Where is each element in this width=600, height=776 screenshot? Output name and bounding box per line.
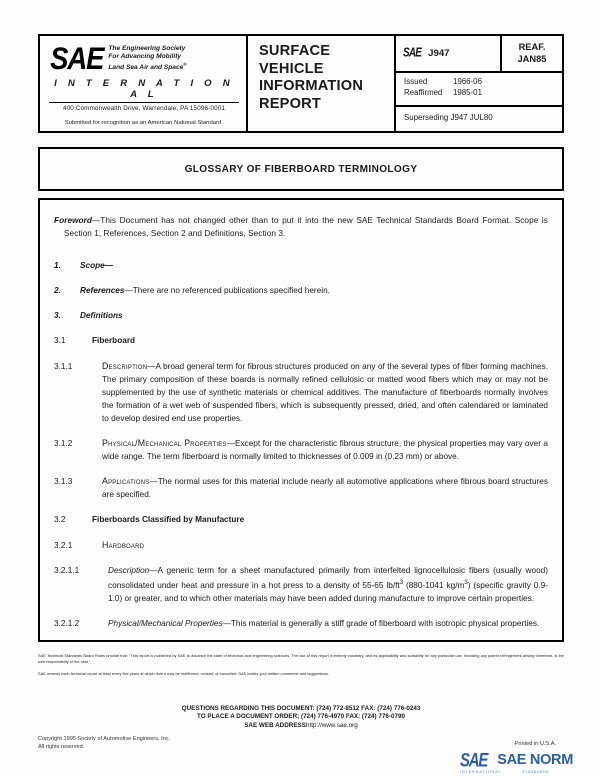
subsection-3-1-3-body bbox=[102, 475, 548, 501]
section-2-heading: References bbox=[80, 286, 125, 296]
subsection-3-1-1-text: —A broad general term for fibrous structures produced on any of the several types of fiber forming machines. The primary composition of these boards is normally refined cellulosic or matted wood fibers which may or may not be supplemented by the use of synthetic materials or chemical additives. The manufacture of fiberboards normally involves the formation of a wet web of suspended fibers, which is subsequently pressed, dried, and often calendared or laminated to develop desired end use properties. bbox=[102, 361, 548, 423]
subsection-3-1-2 bbox=[54, 437, 548, 463]
subsection-3-2-heading: Fiberboards Classified by Manufacture bbox=[92, 515, 245, 525]
section-3-heading: Definitions bbox=[80, 311, 123, 321]
subsection-3-2-1-body bbox=[102, 539, 548, 552]
doctype-line-1: SURFACE bbox=[259, 43, 331, 59]
subsection-3-2-number: 3.2 bbox=[54, 515, 66, 525]
subsection-3-2-1-1-number: 3.2.1.1 bbox=[54, 565, 80, 575]
spacer bbox=[54, 322, 548, 334]
legal-disclaimer bbox=[38, 653, 564, 684]
issued-label: Issued bbox=[404, 77, 428, 86]
document-body bbox=[38, 198, 564, 642]
spacer bbox=[54, 605, 548, 617]
subsection-3-2-1-term: Hardboard bbox=[102, 539, 145, 550]
document-header-table bbox=[38, 34, 564, 133]
foreword-block bbox=[54, 214, 548, 240]
contact-web-line bbox=[38, 722, 564, 730]
section-2-number: 2. bbox=[54, 286, 61, 296]
sae-mini-logo: SAE bbox=[403, 46, 422, 61]
document-dates bbox=[396, 73, 562, 107]
spacer bbox=[54, 251, 548, 259]
subsection-3-2-1-1 bbox=[54, 564, 548, 605]
subsection-3-1-1 bbox=[54, 360, 548, 425]
header-organization-cell bbox=[40, 36, 248, 131]
spacer bbox=[54, 348, 548, 360]
doctype-line-3: INFORMATION bbox=[259, 78, 364, 95]
subsection-3-2-1-1-text-a: —A generic term for a sheet manufactured primarily from interfelted lignocellulosic fibers (usually wood) consolidated under heat and pressure in a hot press to a density of 55-65 lb/ft bbox=[108, 565, 548, 590]
subsection-3-2-1-2-body bbox=[108, 617, 548, 630]
section-2-text: —There are no referenced publications specified herein. bbox=[124, 286, 330, 296]
reaffirmed-badge-line-2: JAN85 bbox=[517, 53, 547, 64]
section-2-body bbox=[80, 284, 548, 297]
sae-address: 400 Commonwealth Drive, Warrendale, PA 15096-0001 bbox=[62, 105, 226, 113]
legal-paragraph-2: SAE reviews each technical report at least every five years at which time it may be reaffirmed, revised, or cancelled. SAE invites your written comments and suggestions. bbox=[38, 671, 329, 676]
subsection-3-2-1 bbox=[54, 539, 548, 552]
sae-tagline-line-3: Land Sea Air and Space® bbox=[108, 62, 187, 72]
doctype-line-2: VEHICLE bbox=[259, 60, 324, 77]
spacer bbox=[54, 425, 548, 437]
sae-international-label: I N T E R N A T I O N A L bbox=[49, 78, 239, 103]
contact-order-line: TO PLACE A DOCUMENT ORDER; (724) 776-4970 FAX: (724) 776-0790 bbox=[197, 713, 405, 721]
section-3 bbox=[54, 309, 548, 322]
subsection-3-1-2-number: 3.1.2 bbox=[54, 439, 73, 449]
foreword-paragraph bbox=[54, 214, 548, 240]
issued-value: 1966-06 bbox=[453, 77, 482, 86]
web-address-url[interactable]: http://www.sae.org bbox=[305, 721, 358, 729]
spacer bbox=[54, 552, 548, 564]
subsection-3-2-1-number: 3.2.1 bbox=[54, 540, 73, 550]
subsection-3-1-2-text: —Except for the characteristic fibrous structure, the physical properties may vary over a wide range. The term fiberboard is normally limited to thicknesses of 0.009 in (0.23 mm) or above. bbox=[102, 439, 548, 462]
subsection-3-1-number: 3.1 bbox=[54, 336, 66, 346]
foreword-text: —This Document has not changed other than to put it into the new SAE Technical Standards Board Format. Scope is Section 1, References, Section 2 and Definitions, Section 3. bbox=[64, 216, 548, 239]
subsection-3-1-3-term: Applications bbox=[102, 476, 150, 487]
section-3-body bbox=[80, 309, 548, 322]
subsection-3-2-1-2-term: Physical/Mechanical Properties bbox=[108, 618, 223, 628]
reaffirmed-badge-line-1: REAF. bbox=[518, 42, 546, 52]
subsection-3-2-1-1-text-b: (880-1041 kg/m bbox=[403, 580, 465, 590]
doctype-line-4: REPORT bbox=[259, 95, 322, 112]
document-title-box bbox=[38, 147, 564, 191]
sae-tagline-line-1: The Engineering Society bbox=[108, 45, 186, 52]
header-doctype-cell bbox=[248, 36, 396, 131]
contact-questions-line: QUESTIONS REGARDING THIS DOCUMENT: (724) 772-8512 FAX: (724) 776-0243 bbox=[181, 705, 421, 712]
section-1-heading: Scope— bbox=[80, 261, 114, 271]
section-3-number: 3. bbox=[54, 311, 61, 321]
printed-in-usa: Printed in U.S.A. bbox=[514, 741, 556, 747]
copyright-line-1: Copyright 1995 Society of Automotive Engineers, Inc. bbox=[38, 736, 171, 742]
subsection-3-1 bbox=[54, 334, 548, 347]
sae-norm-logo-text: SAE NORM bbox=[497, 752, 573, 768]
subsection-3-1-1-body bbox=[102, 360, 548, 425]
sae-norm-logo-subtitle: INTERNATIONAL bbox=[460, 770, 502, 774]
reaffirmed-value: 1985-01 bbox=[453, 87, 482, 97]
subsection-3-2 bbox=[54, 513, 548, 526]
section-2 bbox=[54, 284, 548, 297]
foreword-label: Foreword bbox=[54, 216, 92, 225]
reaffirmed-row bbox=[404, 88, 562, 99]
subsection-3-1-3-text: —The normal uses for this material include nearly all automotive applications where fibrous board structures are specified. bbox=[102, 477, 548, 500]
subsection-3-1-1-number: 3.1.1 bbox=[54, 361, 73, 371]
spacer bbox=[54, 501, 548, 513]
subsection-3-2-1-1-term: Description bbox=[108, 565, 150, 575]
spacer bbox=[54, 527, 548, 539]
issued-row bbox=[404, 77, 562, 88]
sae-logo bbox=[49, 41, 241, 113]
sae-tagline-line-2: For Advancing Mobility bbox=[108, 53, 182, 61]
section-1-number: 1. bbox=[54, 261, 61, 271]
section-1-body bbox=[80, 259, 548, 272]
document-number-cell bbox=[396, 36, 502, 71]
subsection-3-2-1-1-text-c: ) (specific gravity 0.9-1.0) or greater, and to which other materials may have been added during manufacture to improve certain properties. bbox=[108, 580, 548, 603]
sae-norm-logo-subtitle-2: STANDARDS bbox=[522, 770, 550, 774]
document-title: GLOSSARY OF FIBERBOARD TERMINOLOGY bbox=[184, 163, 418, 175]
registered-trademark-icon: ® bbox=[183, 62, 187, 68]
subsection-3-2-1-1-body bbox=[108, 564, 548, 605]
contact-block bbox=[38, 705, 564, 730]
copyright-block bbox=[38, 736, 170, 751]
sae-logo-mark: SAE bbox=[50, 41, 104, 77]
sae-norm-watermark-logo bbox=[460, 748, 578, 772]
subsection-3-1-1-term: Description bbox=[102, 360, 148, 371]
sae-norm-logo-mark: SAE bbox=[460, 748, 488, 772]
subsection-3-2-1-2 bbox=[54, 617, 548, 630]
reaffirmed-badge bbox=[502, 36, 562, 71]
sae-tagline bbox=[108, 44, 186, 72]
web-address-label: SAE WEB ADDRESS bbox=[244, 721, 306, 729]
superscript-cubic-meters: 3 bbox=[464, 579, 468, 586]
header-number-row bbox=[396, 36, 562, 73]
subsection-3-1-heading: Fiberboard bbox=[92, 336, 136, 346]
superscript-cubic-feet: 3 bbox=[399, 579, 404, 586]
header-meta-cell bbox=[396, 36, 562, 131]
spacer bbox=[54, 297, 548, 309]
copyright-line-2: All rights reserved. bbox=[38, 743, 85, 750]
subsection-3-2-1-2-text: —This material is generally a stiff grade of fiberboard with isotropic physical properties. bbox=[222, 618, 540, 628]
section-1 bbox=[54, 259, 548, 272]
spacer bbox=[54, 272, 548, 284]
submitted-note: Submitted for recognition as an American National Standard bbox=[64, 120, 222, 126]
superseding-note: Superseding J947 JUL80 bbox=[404, 113, 493, 122]
document-number: J947 bbox=[428, 48, 450, 59]
subsection-3-1-3-number: 3.1.3 bbox=[54, 477, 73, 487]
spacer bbox=[54, 463, 548, 475]
subsection-3-1-3 bbox=[54, 475, 548, 501]
subsection-3-1-2-term: Physical/Mechanical Properties bbox=[102, 438, 227, 449]
subsection-3-1-2-body bbox=[102, 437, 548, 463]
reaffirmed-label: Reaffirmed bbox=[404, 87, 443, 97]
subsection-3-2-1-2-number: 3.2.1.2 bbox=[54, 618, 80, 628]
legal-paragraph-1: SAE Technical Standards Board Rules provide that: “This report is published by SAE to advance the state of technical and engineering sciences. The use of this report is entirely voluntary, and its applicability and suitability for any particular use, including any patent infringement arising therefrom, is the sole responsibility of the user.” bbox=[38, 653, 564, 664]
